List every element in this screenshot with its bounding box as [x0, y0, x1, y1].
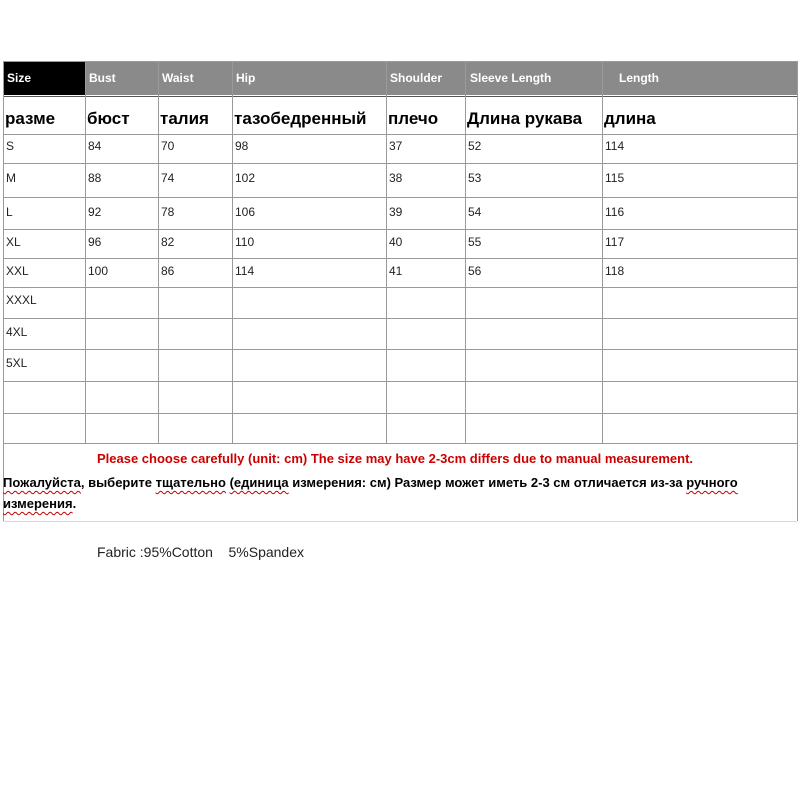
table-cell-r1-c6: 115	[605, 171, 625, 185]
measurement-note-russian	[3, 472, 795, 514]
table-cell-r0-c0: S	[6, 139, 15, 153]
table-cell-r1-c1: 88	[88, 171, 102, 185]
header-cell-3: Hip	[233, 61, 386, 95]
russian-header-cell-4: плечо	[388, 109, 439, 128]
table-cell-r3-c3: 110	[235, 235, 255, 249]
table-cell-r1-c2: 74	[161, 171, 175, 185]
russian-header-cell-3: тазобедренный	[234, 109, 367, 128]
table-cell-r1-c5: 53	[468, 171, 482, 185]
table-cell-r1-c3: 102	[235, 171, 256, 185]
note-russian-part: ручного измерения	[3, 475, 738, 511]
table-cell-r1-c4: 38	[389, 171, 403, 185]
table-cell-r4-c2: 86	[161, 264, 175, 278]
table-border-bottom	[3, 521, 797, 522]
table-cell-r0-c1: 84	[88, 139, 102, 153]
header-cell-5: Sleeve Length	[466, 61, 602, 95]
row-line	[3, 318, 797, 319]
table-cell-r0-c5: 52	[468, 139, 482, 153]
russian-header-cell-2: талия	[160, 109, 209, 128]
note-russian-part: (единица	[229, 475, 289, 490]
table-border-right	[797, 61, 798, 521]
row-line	[3, 229, 797, 230]
row-line	[3, 443, 797, 444]
table-cell-r4-c1: 100	[88, 264, 109, 278]
table-cell-r2-c0: L	[6, 205, 13, 219]
column-line	[465, 61, 466, 443]
header-cell-4: Shoulder	[387, 61, 465, 95]
table-cell-r4-c5: 56	[468, 264, 482, 278]
row-line	[3, 197, 797, 198]
table-cell-r3-c2: 82	[161, 235, 175, 249]
row-line	[3, 287, 797, 288]
row-line	[3, 349, 797, 350]
table-cell-r4-c4: 41	[389, 264, 403, 278]
fabric-composition: Fabric :95%Cotton 5%Spandex	[97, 544, 305, 560]
table-cell-r4-c6: 118	[605, 264, 625, 278]
row-line	[3, 413, 797, 414]
table-cell-r3-c5: 55	[468, 235, 482, 249]
table-cell-r2-c5: 54	[468, 205, 482, 219]
header-cell-1: Bust	[86, 61, 158, 95]
header-bottom-line	[3, 96, 797, 97]
column-line	[386, 61, 387, 443]
table-cell-r6-c0: 4XL	[6, 325, 28, 339]
table-cell-r3-c1: 96	[88, 235, 102, 249]
table-cell-r0-c2: 70	[161, 139, 175, 153]
table-cell-r2-c3: 106	[235, 205, 256, 219]
table-cell-r4-c0: XXL	[6, 264, 29, 278]
note-russian-part: Пожалуйста	[3, 475, 81, 490]
table-cell-r1-c0: M	[6, 171, 16, 185]
note-russian-part: тщательно	[155, 475, 226, 490]
table-cell-r0-c6: 114	[605, 139, 625, 153]
russian-header-cell-1: бюст	[87, 109, 130, 128]
table-cell-r5-c0: XXXL	[6, 293, 37, 307]
row-line	[3, 258, 797, 259]
header-cell-6: Length	[603, 61, 797, 95]
column-line	[158, 61, 159, 443]
table-cell-r3-c0: XL	[6, 235, 21, 249]
note-russian-part: , выберите	[80, 475, 156, 490]
header-cell-0: Size	[4, 61, 85, 95]
column-line	[232, 61, 233, 443]
row-line	[3, 381, 797, 382]
table-cell-r2-c1: 92	[88, 205, 102, 219]
note-russian-part: измерения: см) Размер может иметь 2-3 см отличается из-за	[288, 475, 687, 490]
header-cell-2: Waist	[159, 61, 232, 95]
table-cell-r2-c4: 39	[389, 205, 403, 219]
table-cell-r4-c3: 114	[235, 264, 255, 278]
table-cell-r2-c6: 116	[605, 205, 625, 219]
note-russian-part: .	[72, 496, 77, 511]
measurement-note-english: Please choose carefully (unit: cm) The size may have 2-3cm differs due to manual measurement.	[96, 451, 694, 466]
table-cell-r7-c0: 5XL	[6, 356, 28, 370]
table-cell-r0-c3: 98	[235, 139, 249, 153]
column-line	[602, 61, 603, 443]
table-cell-r2-c2: 78	[161, 205, 175, 219]
table-cell-r3-c6: 117	[605, 235, 625, 249]
russian-header-cell-5: Длина рукава	[467, 109, 583, 128]
table-border-top	[3, 61, 797, 62]
russian-header-cell-6: длина	[604, 109, 656, 128]
column-line	[85, 61, 86, 443]
russian-header-cell-0: разме	[5, 109, 56, 128]
row-line	[3, 134, 797, 135]
row-line	[3, 163, 797, 164]
table-cell-r0-c4: 37	[389, 139, 403, 153]
table-cell-r3-c4: 40	[389, 235, 403, 249]
